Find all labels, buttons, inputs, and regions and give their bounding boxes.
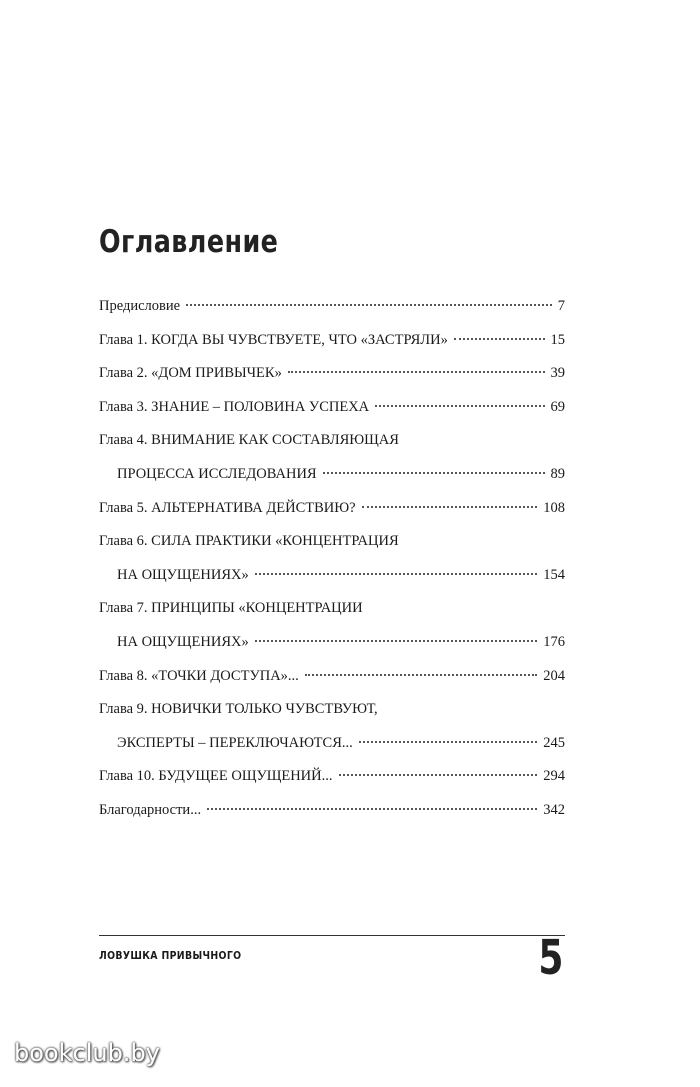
toc-page-number: 108	[543, 499, 565, 516]
toc-page-number: 7	[557, 298, 565, 314]
toc-page-number: 176	[543, 633, 565, 650]
watermark: bookclub.by	[14, 1039, 160, 1067]
toc-entry	[99, 660, 565, 694]
toc-entry	[99, 324, 565, 358]
toc-entry	[99, 525, 565, 559]
toc-page-number: 245	[543, 734, 565, 751]
toc-entry-continuation	[99, 727, 565, 761]
toc-entry-text: Предисловие	[99, 298, 181, 314]
toc-entry-text: Глава 6. СИЛА ПРАКТИКИ «КОНЦЕНТРАЦИЯ	[99, 533, 399, 550]
toc-entry-continuation	[99, 559, 565, 593]
page-number: 5	[537, 930, 563, 986]
toc-entry	[99, 794, 565, 828]
toc-entry	[99, 760, 565, 794]
toc-leader-dots	[186, 303, 552, 306]
toc-entry-text: Глава 2. «ДОМ ПРИВЫЧЕК»	[99, 365, 282, 382]
toc-leader-dots	[375, 404, 544, 407]
toc-leader-dots	[359, 740, 538, 743]
toc-entry	[99, 693, 565, 727]
toc-leader-dots	[288, 370, 545, 373]
toc-page-number: 15	[550, 331, 565, 348]
toc-leader-dots	[323, 471, 545, 474]
toc-entry	[99, 592, 565, 626]
toc-entry-continuation	[99, 458, 565, 492]
toc-page-number: 294	[543, 768, 565, 785]
toc-entry-text: Глава 7. ПРИНЦИПЫ «КОНЦЕНТРАЦИИ	[99, 600, 363, 617]
toc-leader-dots	[362, 505, 538, 508]
page-title: Оглавление	[99, 224, 279, 260]
toc-entry-text: НА ОЩУЩЕНИЯХ»	[117, 633, 249, 650]
toc-entry-text: Глава 1. КОГДА ВЫ ЧУВСТВУЕТЕ, ЧТО «ЗАСТРЯЛИ»	[99, 331, 448, 348]
toc-page-number: 154	[543, 566, 565, 583]
toc-entry	[99, 492, 565, 526]
toc-leader-dots	[207, 807, 537, 810]
toc-leader-dots	[339, 773, 538, 776]
toc-page-number: 342	[543, 801, 565, 818]
toc-entry-text: Глава 3. ЗНАНИЕ – ПОЛОВИНА УСПЕХА	[99, 398, 370, 415]
toc-entry	[99, 357, 565, 391]
toc-entry-text: Глава 8. «ТОЧКИ ДОСТУПА»...	[99, 667, 299, 684]
toc-leader-dots	[454, 337, 545, 340]
footer-divider	[99, 935, 565, 936]
toc-leader-dots	[255, 572, 537, 575]
toc-page-number: 204	[543, 667, 565, 684]
toc-entry-text: Глава 5. АЛЬТЕРНАТИВА ДЕЙСТВИЮ?	[99, 499, 356, 516]
toc-page-number: 39	[550, 365, 565, 382]
toc-leader-dots	[255, 639, 537, 642]
toc-entry-text: Глава 9. НОВИЧКИ ТОЛЬКО ЧУВСТВУЮТ,	[99, 701, 378, 718]
toc-entry-text: НА ОЩУЩЕНИЯХ»	[117, 566, 249, 583]
toc-leader-dots	[305, 673, 537, 676]
toc-entry-text: ПРОЦЕССА ИССЛЕДОВАНИЯ	[117, 465, 317, 482]
toc-entry-text: ЭКСПЕРТЫ – ПЕРЕКЛЮЧАЮТСЯ...	[117, 734, 353, 751]
toc-entry	[99, 290, 565, 324]
toc-page-number: 89	[550, 465, 565, 482]
toc-entry-continuation	[99, 626, 565, 660]
toc-entry	[99, 424, 565, 458]
table-of-contents	[99, 290, 565, 828]
running-footer-title: ЛОВУШКА ПРИВЫЧНОГО	[99, 949, 242, 962]
toc-entry-text: Глава 4. ВНИМАНИЕ КАК СОСТАВЛЯЮЩАЯ	[99, 432, 399, 449]
toc-entry-text: Глава 10. БУДУЩЕЕ ОЩУЩЕНИЙ...	[99, 768, 333, 785]
toc-entry	[99, 391, 565, 425]
toc-entry-text: Благодарности...	[99, 801, 202, 818]
toc-page-number: 69	[550, 398, 565, 415]
